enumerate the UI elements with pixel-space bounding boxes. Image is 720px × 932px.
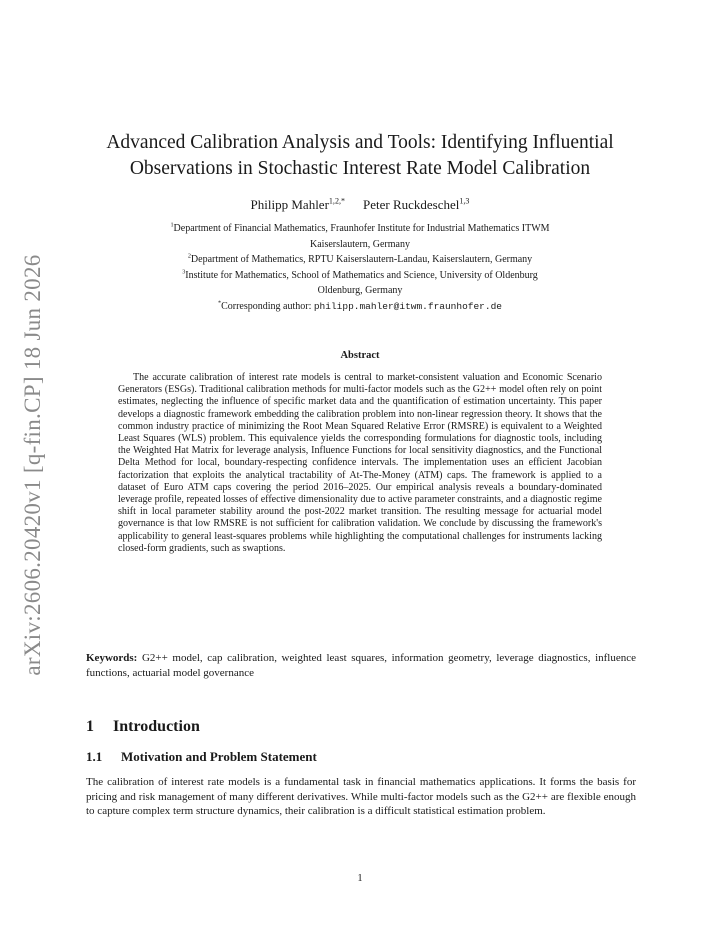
affiliation-1-line-1: Department of Financial Mathematics, Fraunhofer Institute for Industrial Mathematics ITWM xyxy=(173,223,550,234)
section-heading xyxy=(86,718,200,736)
affiliation-3-mark: 3 xyxy=(182,268,186,276)
section-title: Introduction xyxy=(113,718,200,735)
affiliation-2-line-1: Department of Mathematics, RPTU Kaiserslautern-Landau, Kaiserslautern, Germany xyxy=(190,254,533,265)
author-2-name: Peter Ruckdeschel xyxy=(363,197,460,212)
abstract-text: The accurate calibration of interest rate models is central to market-consistent valuation and Economic Scenario Generators (ESGs). Traditional calibration methods for multi-factor models such as the G2++ model often rely on point estimates, neglecting the influence of specific market data and the quantification of estimation uncertainty. This paper develops a diagnostic framework embedding the calibration problem into non-linear regression theory. It shows that the common industry practice of minimizing the Root Mean Squared Relative Error (RMSRE) is equivalent to a Weighted Least Squares (WLS) problem. This equivalence yields the corresponding formulations for diagnostic tools, including the Weighted Hat Matrix for leverage analysis, Influence Functions for local sensitivity diagnostics, and the Functional Delta Method for local, boundary-respecting confidence intervals. The implementation uses an efficient Jacobian factorization that exploits the analytical tractability of At-The-Money (ATM) caps. The framework is applied to a dataset of Euro ATM caps covering the period 2016–2025. Our empirical analysis reveals a boundary-dominated leverage profile, repeated losses of effective dimensionality due to active parameter constraints, and a diagnostic regime shift in local parameter stability around the post-2022 market transition. The resulting message for actuarial model governance is that low RMSRE is not sufficient for calibration validation. We conclude by discussing the framework's applicability to general least-squares problems while highlighting the computational challenges for instruments lacking closed-form gradients, such as swaptions. xyxy=(118,372,602,554)
author-list xyxy=(60,197,660,213)
arxiv-identifier-stamp: arXiv:2606.20420v1 [q-fin.CP] 18 Jun 2026 xyxy=(20,254,45,676)
paper-title xyxy=(60,130,660,182)
affiliation-1 xyxy=(80,221,640,237)
affiliation-3-line-2: Oldenburg, Germany xyxy=(317,285,403,296)
author-2-marks: 1,3 xyxy=(459,196,470,206)
keywords-label: Keywords: xyxy=(86,652,138,664)
affiliation-1-line-2: Kaiserslautern, Germany xyxy=(310,238,410,250)
corresponding-email[interactable]: philipp.mahler@itwm.fraunhofer.de xyxy=(313,300,502,312)
affiliation-3 xyxy=(80,268,640,284)
title-line-2: Observations in Stochastic Interest Rate Model Calibration xyxy=(129,158,591,179)
subsection-title: Motivation and Problem Statement xyxy=(121,749,317,764)
author-1-name: Philipp Mahler xyxy=(250,197,329,212)
affiliation-1-mark: 1 xyxy=(170,221,174,229)
affiliation-2-mark: 2 xyxy=(187,252,191,260)
author-1-marks: 1,2,* xyxy=(328,196,345,206)
affiliation-2 xyxy=(80,252,640,268)
keywords-list: G2++ model, cap calibration, weighted least squares, information geometry, leverage diagnostics, influence functions, actuarial model governance xyxy=(86,652,637,679)
page-number: 1 xyxy=(357,873,363,884)
corresponding-author xyxy=(80,299,640,315)
abstract-heading: Abstract xyxy=(340,350,380,361)
title-line-1: Advanced Calibration Analysis and Tools: Identifying Influential xyxy=(106,132,614,153)
affiliation-3-line-1: Institute for Mathematics, School of Mathematics and Science, University of Oldenburg xyxy=(185,269,538,281)
body-paragraph: The calibration of interest rate models is a fundamental task in financial mathematics applications. It forms the basis for pricing and risk management of many different derivatives. While multi-factor models such as the G2++ are flexible enough to capture complex term structure dynamics, their calibration is a difficult statistical estimation problem. xyxy=(86,776,636,817)
keywords xyxy=(86,651,636,680)
affiliations xyxy=(80,221,640,314)
corresponding-label: Corresponding author: xyxy=(221,300,314,312)
subsection-heading xyxy=(86,749,317,765)
corresponding-mark: * xyxy=(218,299,222,307)
subsection-number: 1.1 xyxy=(86,749,103,764)
section-number: 1 xyxy=(86,718,94,735)
